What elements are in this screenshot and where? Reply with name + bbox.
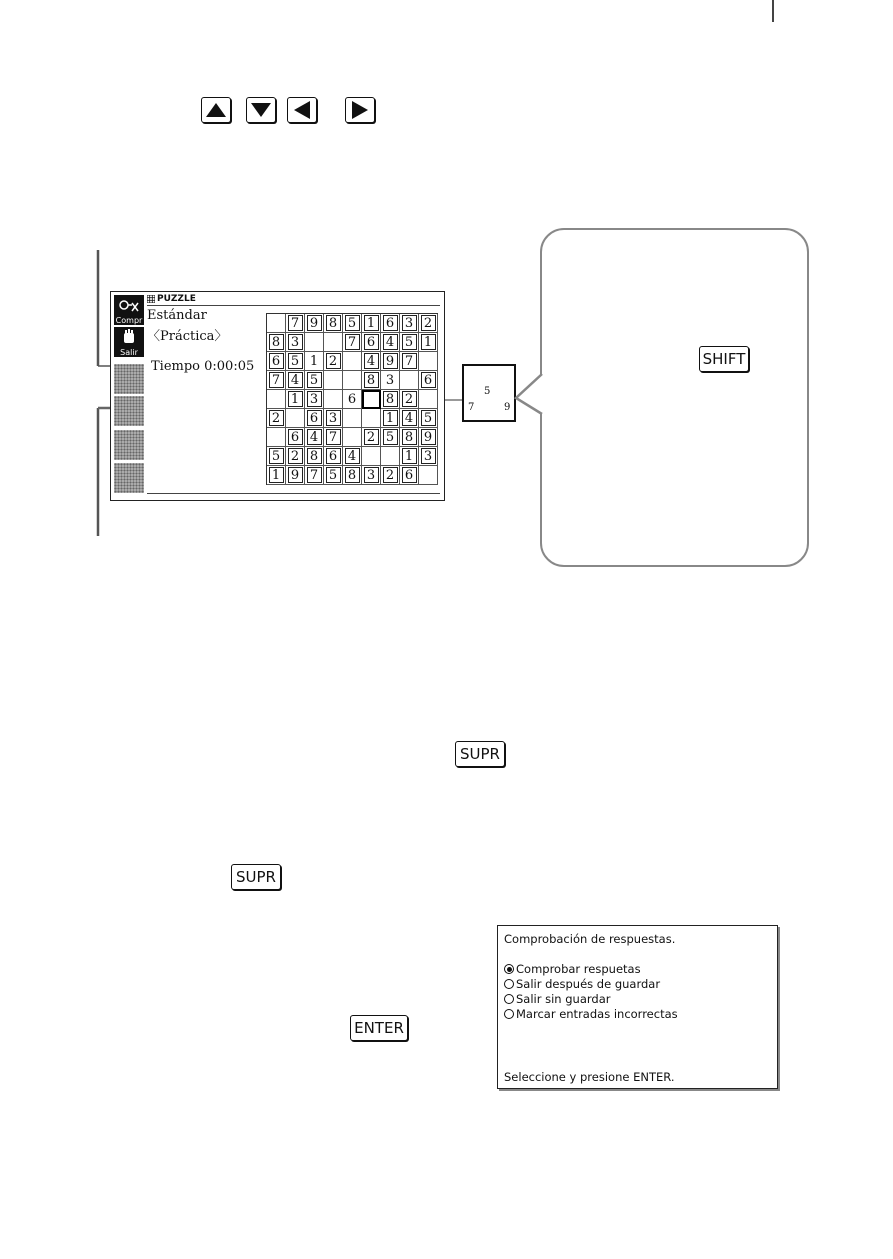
- grid-cell[interactable]: [267, 371, 286, 390]
- grid-cell[interactable]: [343, 352, 362, 371]
- grid-cell[interactable]: [305, 428, 324, 447]
- grid-cell[interactable]: [381, 371, 400, 390]
- supr-key-2: SUPR: [231, 864, 281, 890]
- exit-button[interactable]: [114, 327, 144, 357]
- cell-digit: 5: [383, 429, 398, 445]
- cell-digit: 4: [383, 334, 398, 350]
- cell-digit: 6: [269, 353, 284, 369]
- grid-cell[interactable]: [267, 409, 286, 428]
- grid-icon: [147, 295, 155, 303]
- grid-cell[interactable]: [362, 314, 381, 333]
- dialog-title: Comprobación de respuestas.: [504, 932, 676, 946]
- grid-cell[interactable]: [400, 466, 419, 485]
- cell-digit: 5: [326, 467, 341, 483]
- grid-cell[interactable]: [419, 428, 438, 447]
- cell-digit: 3: [288, 334, 303, 350]
- radio-selected-icon: [504, 964, 514, 974]
- grid-cell[interactable]: [267, 466, 286, 485]
- grid-cell[interactable]: [324, 314, 343, 333]
- grid-cell[interactable]: [286, 466, 305, 485]
- grid-cell[interactable]: [324, 447, 343, 466]
- cell-digit: 4: [364, 353, 379, 369]
- screen-title: PUZZLE: [157, 294, 196, 304]
- grid-cell[interactable]: [343, 428, 362, 447]
- sudoku-grid[interactable]: [266, 313, 438, 485]
- cell-digit: 1: [402, 448, 417, 464]
- grid-cell[interactable]: [419, 466, 438, 485]
- cell-digit: 2: [421, 315, 436, 331]
- cell-digit: 7: [402, 353, 417, 369]
- hand-icon: [114, 327, 144, 347]
- grid-cell[interactable]: [362, 371, 381, 390]
- mode-label: Estándar: [147, 308, 207, 323]
- cell-digit: 6: [326, 448, 341, 464]
- submode-label: 〈Práctica〉: [147, 329, 228, 344]
- cell-digit: 4: [288, 372, 303, 388]
- dialog-option[interactable]: [504, 1007, 678, 1021]
- zoom-center-digit: 5: [484, 386, 491, 397]
- check-x-icon: [114, 295, 144, 315]
- grid-cell[interactable]: [381, 333, 400, 352]
- grid-cell[interactable]: [381, 352, 400, 371]
- grid-cell[interactable]: [305, 409, 324, 428]
- cell-digit: 5: [402, 334, 417, 350]
- cell-digit: 8: [345, 467, 360, 483]
- grid-cell[interactable]: [362, 466, 381, 485]
- cell-digit: 3: [307, 391, 322, 407]
- cell-digit: 6: [307, 410, 322, 426]
- grid-cell[interactable]: [305, 314, 324, 333]
- cell-digit: 9: [288, 467, 303, 483]
- bottom-divider: [147, 493, 440, 494]
- grid-cell[interactable]: [343, 333, 362, 352]
- bubble-pointer: [514, 370, 544, 420]
- grid-cell[interactable]: [400, 390, 419, 409]
- cell-digit: 2: [364, 429, 379, 445]
- grid-cell[interactable]: [419, 314, 438, 333]
- cell-digit: 1: [364, 315, 379, 331]
- cell-digit: 1: [383, 410, 398, 426]
- option-label: Marcar entradas incorrectas: [516, 1007, 678, 1021]
- cell-digit: 1: [421, 334, 436, 350]
- grid-cell[interactable]: [286, 428, 305, 447]
- sidebar: [114, 295, 144, 492]
- zoom-bottom-right-digit: 9: [504, 402, 511, 413]
- grid-cell[interactable]: [267, 390, 286, 409]
- cell-digit: 5: [345, 315, 360, 331]
- right-arrow-icon: [346, 98, 374, 122]
- grid-cell[interactable]: [286, 409, 305, 428]
- grid-cell[interactable]: [400, 428, 419, 447]
- dialog-option[interactable]: [504, 962, 641, 976]
- grid-cell[interactable]: [381, 390, 400, 409]
- blank-slot: [114, 462, 144, 493]
- grid-cell[interactable]: [267, 352, 286, 371]
- grid-cell[interactable]: [419, 447, 438, 466]
- timer-label: Tiempo 0:00:05: [151, 359, 255, 374]
- check-button[interactable]: [114, 295, 144, 325]
- page-margin-line: [772, 0, 774, 22]
- grid-cell[interactable]: [305, 352, 324, 371]
- grid-cell[interactable]: [400, 314, 419, 333]
- grid-cell[interactable]: [267, 314, 286, 333]
- grid-cell[interactable]: [343, 447, 362, 466]
- grid-cell[interactable]: [343, 409, 362, 428]
- cell-digit: 4: [307, 429, 322, 445]
- exit-button-label: Salir: [120, 348, 138, 357]
- puzzle-screen: [110, 291, 445, 501]
- right-arrow-key: [345, 97, 375, 123]
- dialog-option[interactable]: [504, 992, 611, 1006]
- grid-cell[interactable]: [400, 352, 419, 371]
- shift-key: SHIFT: [699, 346, 749, 372]
- cell-digit: 2: [269, 410, 284, 426]
- title-divider: [147, 305, 440, 306]
- grid-cell[interactable]: [381, 466, 400, 485]
- grid-cell[interactable]: [419, 390, 438, 409]
- grid-cell[interactable]: [400, 447, 419, 466]
- check-button-label: Compr: [115, 316, 143, 325]
- grid-cell[interactable]: [419, 352, 438, 371]
- grid-cell[interactable]: [324, 352, 343, 371]
- cell-digit: 3: [326, 410, 341, 426]
- left-arrow-icon: [288, 98, 316, 122]
- cell-digit: 7: [269, 372, 284, 388]
- grid-cell[interactable]: [286, 390, 305, 409]
- grid-cell[interactable]: [419, 409, 438, 428]
- cell-digit: 2: [288, 448, 303, 464]
- grid-cell[interactable]: [343, 390, 362, 409]
- cell-digit: 5: [288, 353, 303, 369]
- grid-cell[interactable]: [324, 333, 343, 352]
- grid-cell[interactable]: [324, 466, 343, 485]
- grid-cell[interactable]: [305, 466, 324, 485]
- up-arrow-key: [201, 97, 231, 123]
- cell-digit: 3: [421, 448, 436, 464]
- zoom-bottom-left-digit: 7: [468, 402, 475, 413]
- blank-slot: [114, 429, 144, 460]
- cell-digit: 3: [364, 467, 379, 483]
- grid-cell[interactable]: [381, 428, 400, 447]
- down-arrow-key: [246, 97, 276, 123]
- cell-digit: 5: [421, 410, 436, 426]
- zoomed-cell: [462, 364, 516, 422]
- radio-icon: [504, 979, 514, 989]
- grid-cell[interactable]: [267, 333, 286, 352]
- cell-digit: 8: [307, 448, 322, 464]
- cell-digit: 7: [288, 315, 303, 331]
- cell-digit: 6: [288, 429, 303, 445]
- cell-digit: 6: [421, 372, 436, 388]
- cell-digit: 3: [385, 372, 395, 388]
- grid-cell[interactable]: [305, 390, 324, 409]
- cell-digit: 7: [345, 334, 360, 350]
- grid-cell[interactable]: [419, 333, 438, 352]
- grid-cell[interactable]: [305, 333, 324, 352]
- grid-cell[interactable]: [362, 428, 381, 447]
- cell-digit: 9: [307, 315, 322, 331]
- grid-cell[interactable]: [362, 333, 381, 352]
- grid-cell[interactable]: [267, 428, 286, 447]
- cell-digit: 8: [383, 391, 398, 407]
- grid-cell[interactable]: [324, 390, 343, 409]
- cell-digit: 4: [402, 410, 417, 426]
- callout-bubble: [540, 228, 809, 567]
- radio-icon: [504, 994, 514, 1004]
- grid-cell[interactable]: [419, 371, 438, 390]
- grid-cell[interactable]: [381, 314, 400, 333]
- dialog-option[interactable]: [504, 977, 660, 991]
- cell-digit: 1: [309, 353, 319, 369]
- grid-cell[interactable]: [286, 371, 305, 390]
- cell-digit: 9: [421, 429, 436, 445]
- grid-cell[interactable]: [381, 447, 400, 466]
- grid-cell[interactable]: [286, 314, 305, 333]
- grid-cell[interactable]: [400, 371, 419, 390]
- grid-cell[interactable]: [343, 314, 362, 333]
- down-arrow-icon: [247, 98, 275, 122]
- grid-cell[interactable]: [343, 371, 362, 390]
- grid-cell[interactable]: [324, 371, 343, 390]
- cell-digit: 5: [307, 372, 322, 388]
- cell-digit: 5: [269, 448, 284, 464]
- left-arrow-key: [287, 97, 317, 123]
- grid-cell[interactable]: [400, 333, 419, 352]
- cell-digit: 1: [288, 391, 303, 407]
- cell-digit: 7: [307, 467, 322, 483]
- grid-cell[interactable]: [324, 428, 343, 447]
- cell-digit: 3: [402, 315, 417, 331]
- cell-digit: 1: [269, 467, 284, 483]
- grid-cell[interactable]: [286, 447, 305, 466]
- answer-check-dialog: [497, 925, 778, 1089]
- grid-cell[interactable]: [286, 352, 305, 371]
- option-label: Comprobar respuetas: [516, 962, 641, 976]
- enter-key: ENTER: [350, 1015, 408, 1041]
- option-label: Salir sin guardar: [516, 992, 611, 1006]
- cell-digit: 8: [269, 334, 284, 350]
- grid-cell[interactable]: [305, 447, 324, 466]
- cell-digit: 9: [383, 353, 398, 369]
- grid-cell[interactable]: [362, 352, 381, 371]
- grid-cell[interactable]: [343, 466, 362, 485]
- blank-slot: [114, 395, 144, 426]
- cell-digit: 8: [326, 315, 341, 331]
- option-label: Salir después de guardar: [516, 977, 661, 991]
- grid-cell[interactable]: [362, 390, 381, 409]
- cell-digit: 2: [326, 353, 341, 369]
- dialog-footer: Seleccione y presione ENTER.: [504, 1070, 675, 1084]
- cell-digit: 8: [364, 372, 379, 388]
- grid-cell[interactable]: [362, 447, 381, 466]
- cell-digit: 4: [345, 448, 360, 464]
- grid-cell[interactable]: [381, 409, 400, 428]
- grid-cell[interactable]: [362, 409, 381, 428]
- cell-digit: 2: [402, 391, 417, 407]
- up-arrow-icon: [202, 98, 230, 122]
- cell-digit: 7: [326, 429, 341, 445]
- supr-key: SUPR: [455, 741, 505, 767]
- blank-slot: [114, 363, 144, 394]
- grid-cell[interactable]: [286, 333, 305, 352]
- grid-cell[interactable]: [324, 409, 343, 428]
- cell-digit: 6: [383, 315, 398, 331]
- grid-cell[interactable]: [305, 371, 324, 390]
- cell-digit: 6: [347, 391, 357, 407]
- cell-digit: 6: [402, 467, 417, 483]
- cell-digit: 2: [383, 467, 398, 483]
- grid-cell[interactable]: [400, 409, 419, 428]
- cell-digit: 6: [364, 334, 379, 350]
- radio-icon: [504, 1009, 514, 1019]
- cell-digit: 8: [402, 429, 417, 445]
- grid-cell[interactable]: [267, 447, 286, 466]
